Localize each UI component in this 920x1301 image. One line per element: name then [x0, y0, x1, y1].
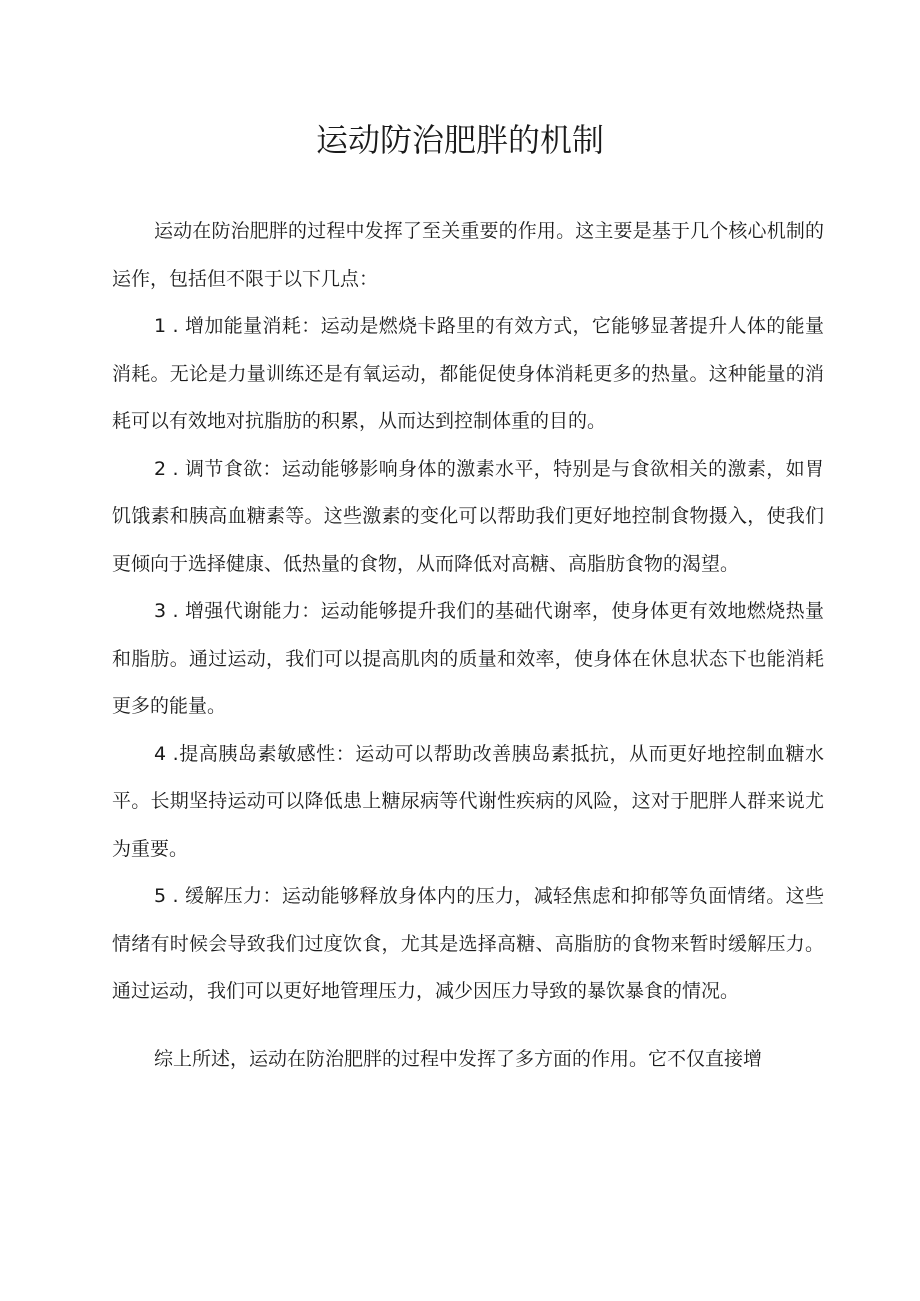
intro-paragraph: 运动在防治肥胖的过程中发挥了至关重要的作用。这主要是基于几个核心机制的运作，包括但不限于以下几点：	[112, 220, 824, 290]
point-5-paragraph: 5 . 缓解压力：运动能够释放身体内的压力，减轻焦虑和抑郁等负面情绪。这些情绪有时候会导致我们过度饮食，尤其是选择高糖、高脂肪的食物来暂时缓解压力。通过运动，我们可以更好地管理压力，减少因压力导致的暴饮暴食的情况。	[112, 885, 824, 1002]
point-4-paragraph: 4 .提高胰岛素敏感性：运动可以帮助改善胰岛素抵抗，从而更好地控制血糖水平。长期坚持运动可以降低患上糖尿病等代谢性疾病的风险，这对于肥胖人群来说尤为重要。	[112, 742, 824, 860]
point-3-paragraph: 3 . 增强代谢能力：运动能够提升我们的基础代谢率，使身体更有效地燃烧热量和脂肪。通过运动，我们可以提高肌肉的质量和效率，使身体在休息状态下也能消耗更多的能量。	[112, 600, 824, 717]
document-body	[112, 208, 824, 1083]
point-1-paragraph: 1 . 增加能量消耗：运动是燃烧卡路里的有效方式，它能够显著提升人体的能量消耗。无论是力量训练还是有氧运动，都能促使身体消耗更多的热量。这种能量的消耗可以有效地对抗脂肪的积累，从而达到控制体重的目的。	[112, 315, 824, 432]
conclusion-paragraph: 综上所述，运动在防治肥胖的过程中发挥了多方面的作用。它不仅直接增	[154, 1047, 763, 1070]
point-2-paragraph: 2 . 调节食欲：运动能够影响身体的激素水平，特别是与食欲相关的激素，如胃饥饿素和胰高血糖素等。这些激素的变化可以帮助我们更好地控制食物摄入，使我们更倾向于选择健康、低热量的食物，从而降低对高糖、高脂肪食物的渴望。	[112, 457, 824, 575]
document-title: 运动防治肥胖的机制	[315, 121, 604, 159]
